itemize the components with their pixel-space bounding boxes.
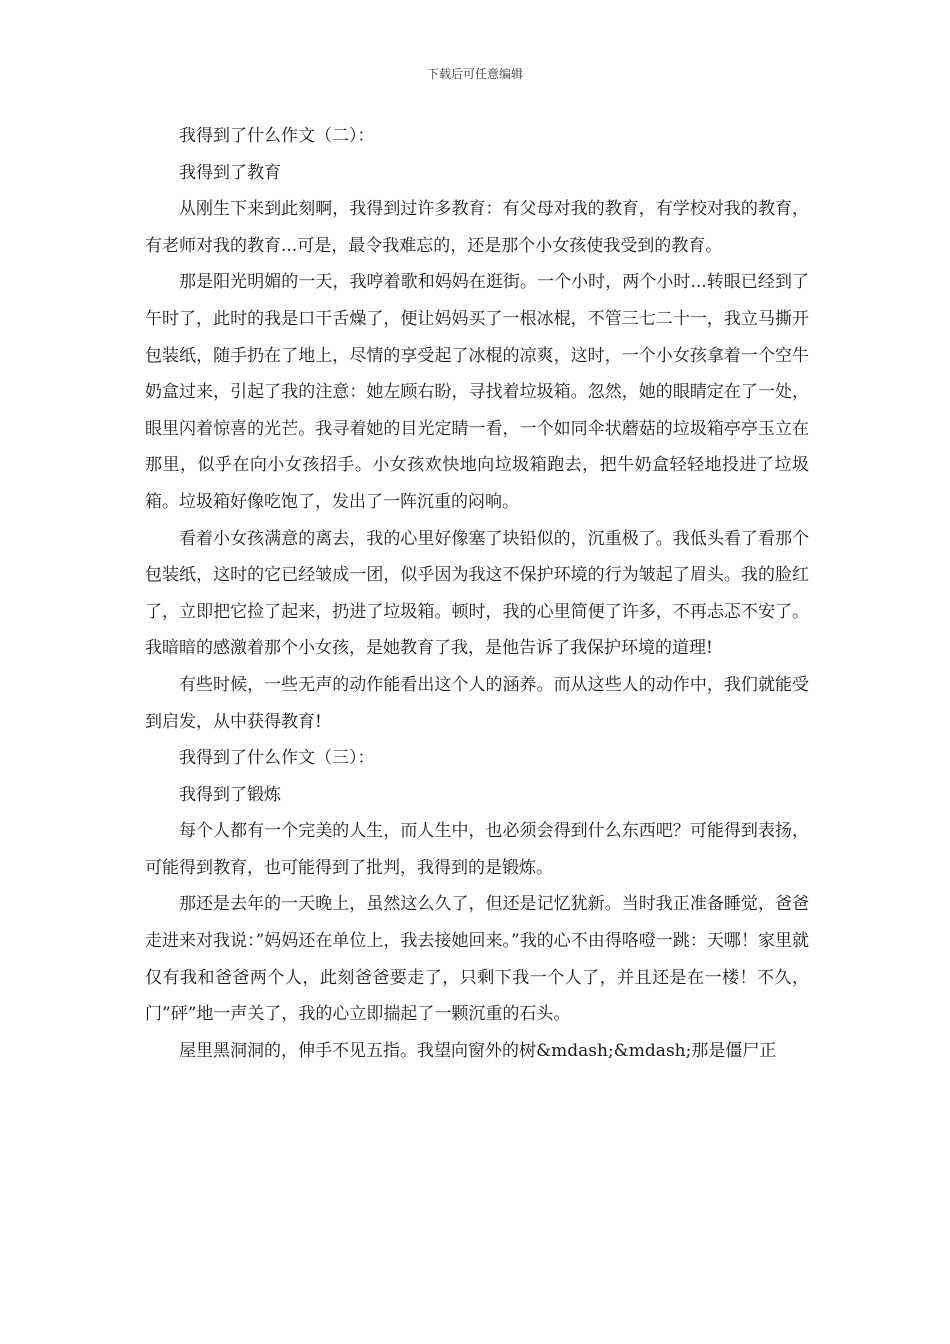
paragraph: 从刚生下来到此刻啊，我得到过许多教育：有父母对我的教育，有学校对我的教育，有老师对我的教育...可是，最令我难忘的，还是那个小女孩使我受到的教育。	[145, 199, 809, 256]
paragraph: 看着小女孩满意的离去，我的心里好像塞了块铅似的，沉重极了。我低头看了看那个包装纸，这时的它已经皱成一团，似乎因为我这不保护环境的行为皱起了眉头。我的脸红了，立即把它捡了起来，扔进了垃圾箱。顿时，我的心里简便了许多，不再忐忑不安了。我暗暗的感激着那个小女孩，是她教育了我，是他告诉了我保护环境的道理!	[145, 528, 809, 659]
paragraph: 那还是去年的一天晚上，虽然这么久了，但还是记忆犹新。当时我正准备睡觉，爸爸走进来对我说：”妈妈还在单位上，我去接她回来。”我的心不由得咯噔一跳：天哪！家里就仅有我和爸爸两个人，此刻爸爸要走了，只剩下我一个人了，并且还是在一楼！不久，门”砰”地一声关了，我的心立即揣起了一颗沉重的石头。	[145, 894, 809, 1025]
section-heading: 我得到了什么作文（三）：	[179, 748, 375, 769]
essay-title: 我得到了教育	[179, 162, 281, 183]
paragraph: 每个人都有一个完美的人生，而人生中，也必须会得到什么东西吧？可能得到表扬，可能得到教育，也可能得到了批判，我得到的是锻炼。	[145, 821, 809, 878]
section-heading: 我得到了什么作文（二）：	[179, 126, 375, 146]
document-body	[145, 118, 809, 1069]
essay-title: 我得到了锻炼	[179, 784, 281, 805]
paragraph: 有些时候，一些无声的动作能看出这个人的涵养。而从这些人的动作中，我们就能受到启发，从中获得教育!	[145, 674, 809, 732]
paragraph: 那是阳光明媚的一天，我哼着歌和妈妈在逛街。一个小时，两个小时...转眼已经到了午时了，此时的我是口干舌燥了，便让妈妈买了一根冰棍，不管三七二十一，我立马撕开包装纸，随手扔在了地上，尽情的享受起了冰棍的凉爽，这时，一个小女孩拿着一个空牛奶盒过来，引起了我的注意：她左顾右盼，寻找着垃圾箱。忽然，她的眼睛定在了一处，眼里闪着惊喜的光芒。我寻着她的目光定睛一看，一个如同伞状蘑菇的垃圾箱亭亭玉立在那里，似乎在向小女孩招手。小女孩欢快地向垃圾箱跑去，把牛奶盒轻轻地投进了垃圾箱。垃圾箱好像吃饱了，发出了一阵沉重的闷响。	[145, 272, 809, 512]
page-header: 下载后可任意编辑	[426, 67, 523, 81]
paragraph: 屋里黑洞洞的，伸手不见五指。我望向窗外的树&mdash;&mdash;那是僵尸正	[179, 1040, 777, 1061]
